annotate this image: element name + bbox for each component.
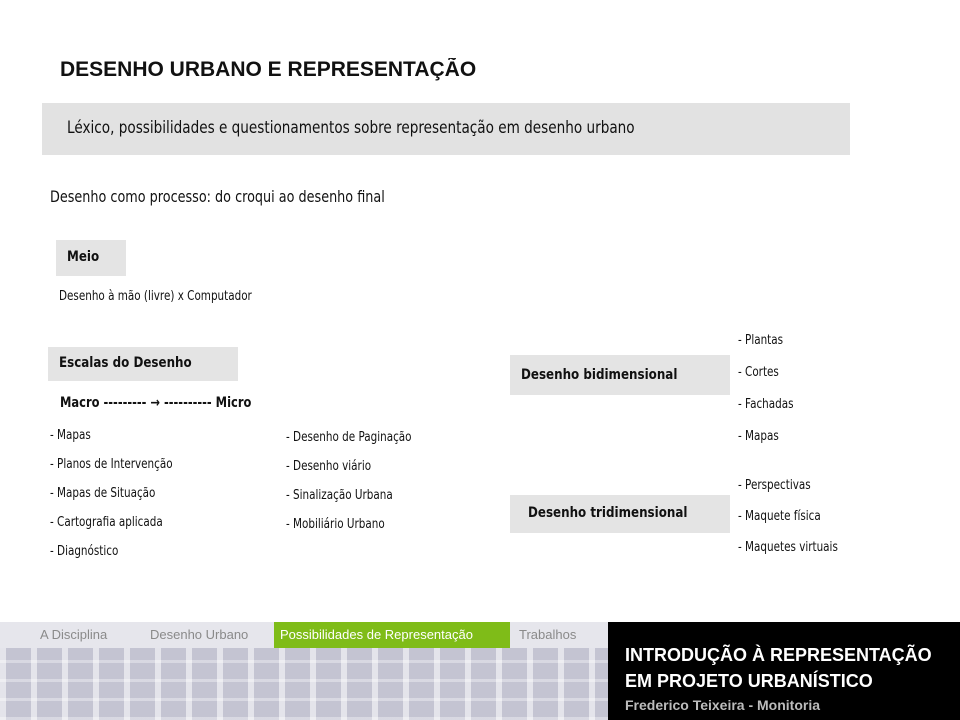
- meio-label: Meio: [67, 249, 100, 265]
- nav-desenho-urbano[interactable]: Desenho Urbano: [150, 627, 249, 642]
- list-item: - Desenho de Paginação: [286, 430, 412, 445]
- micro-list: [286, 423, 412, 539]
- escalas-label: Escalas do Desenho: [59, 355, 192, 371]
- page-title: DESENHO URBANO E REPRESENTAÇÃO: [60, 58, 477, 81]
- course-title-line-1: INTRODUÇÃO À REPRESENTAÇÃO: [625, 645, 932, 665]
- author-credit: Frederico Teixeira - Monitoria: [625, 697, 821, 713]
- list-item: - Cartografia aplicada: [50, 515, 163, 530]
- list-item: - Maquetes virtuais: [738, 540, 838, 555]
- list-item: - Cortes: [738, 365, 779, 380]
- list-item: - Mapas de Situação: [50, 486, 156, 501]
- list-item: - Perspectivas: [738, 478, 811, 493]
- nav-possibilidades-active[interactable]: Possibilidades de Representação: [274, 622, 510, 648]
- meio-text: Desenho à mão (livre) x Computador: [59, 289, 252, 304]
- list-item: - Mapas: [50, 428, 91, 443]
- bidimensional-list: [738, 325, 794, 453]
- macro-list: [50, 421, 173, 566]
- bidimensional-label: Desenho bidimensional: [521, 367, 678, 383]
- subtitle-text: Léxico, possibilidades e questionamentos sobre representação em desenho urbano: [67, 118, 635, 138]
- list-item: - Desenho viário: [286, 459, 372, 474]
- tridimensional-label: Desenho tridimensional: [528, 505, 688, 521]
- course-title-line-2: EM PROJETO URBANÍSTICO: [625, 671, 873, 691]
- course-info-box: [608, 622, 960, 720]
- nav-trabalhos[interactable]: Trabalhos: [519, 627, 577, 642]
- nav-a-disciplina[interactable]: A Disciplina: [40, 627, 108, 642]
- list-item: - Mobiliário Urbano: [286, 517, 385, 532]
- macro-micro-scale: Macro --------- → ---------- Micro: [60, 395, 252, 411]
- course-title: [625, 642, 932, 694]
- process-heading: Desenho como processo: do croqui ao desenho final: [50, 187, 385, 206]
- list-item: - Fachadas: [738, 397, 794, 412]
- list-item: - Planos de Intervenção: [50, 457, 173, 472]
- list-item: - Diagnóstico: [50, 544, 119, 559]
- list-item: - Sinalização Urbana: [286, 488, 393, 503]
- list-item: - Mapas: [738, 429, 779, 444]
- list-item: - Plantas: [738, 333, 784, 348]
- list-item: - Maquete física: [738, 509, 821, 524]
- tridimensional-list: [738, 470, 838, 563]
